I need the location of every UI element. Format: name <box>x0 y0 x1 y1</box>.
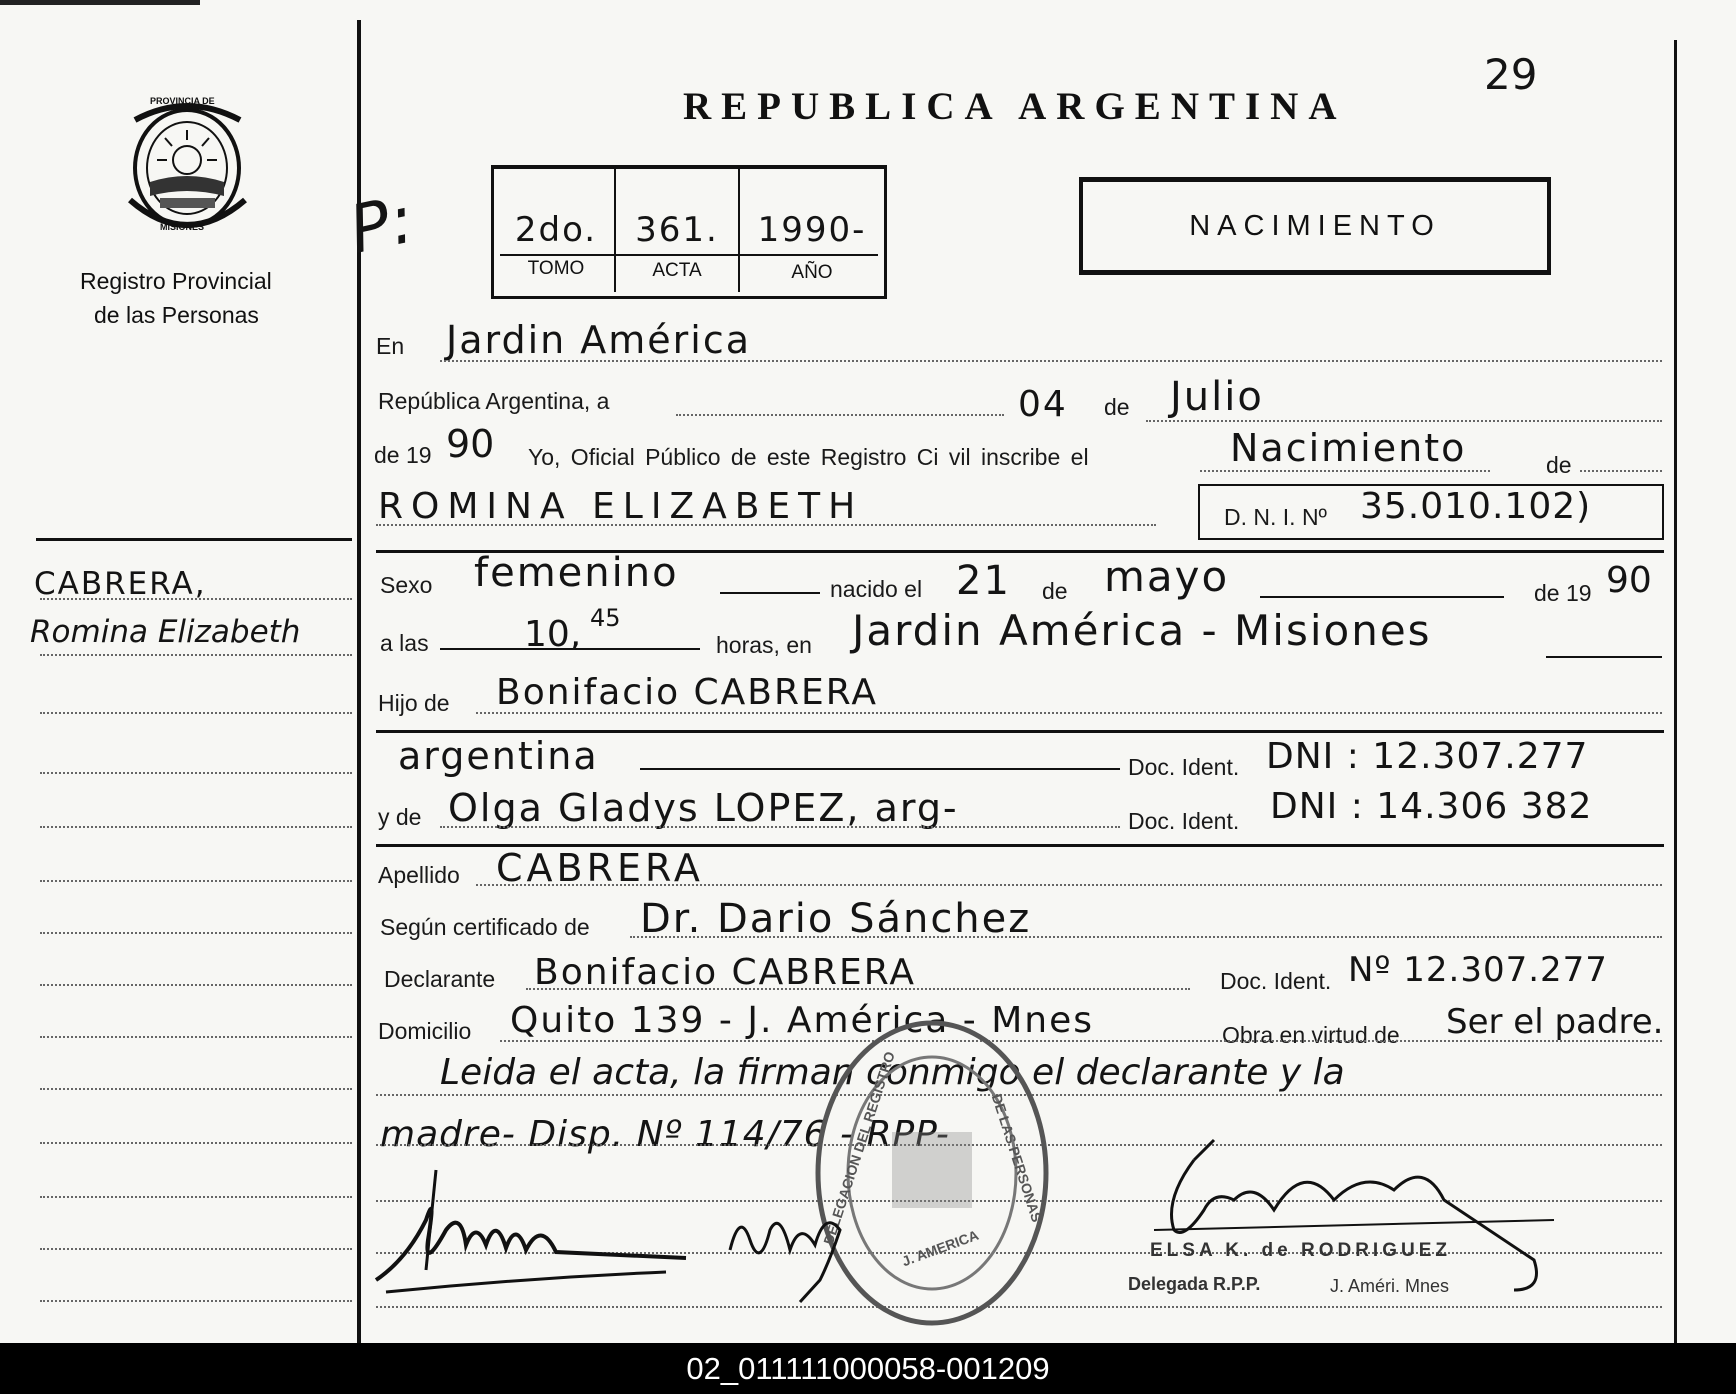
obra-label: Obra en virtud de <box>1222 1022 1400 1048</box>
declarant-signature <box>366 1160 706 1300</box>
note-line-2: madre- Disp. Nº 114/76 - RPP- <box>380 1114 950 1155</box>
tomo-value: 2do. <box>514 210 598 250</box>
stamp-text-right: DE LAS PERSONAS <box>988 1091 1046 1225</box>
emblem-top-text: PROVINCIA DE <box>150 96 215 106</box>
margin-line <box>40 772 352 774</box>
declarante-label: Declarante <box>384 966 496 992</box>
margin-given-names: Romina Elizabeth <box>30 614 301 650</box>
nationality-underline <box>640 768 1120 770</box>
margin-line <box>40 1196 352 1198</box>
en-label: En <box>376 333 405 359</box>
margin-surname: CABRERA, <box>34 566 207 602</box>
mother-name: Olga Gladys LOPEZ, arg- <box>448 786 959 830</box>
mother-line <box>440 826 1120 828</box>
official-signature <box>1134 1120 1564 1300</box>
official-statement: Yo, Oficial Público de este Registro Ci vil inscribe el <box>528 444 1089 470</box>
official-name: ELSA K. de RODRIGUEZ <box>1150 1240 1451 1261</box>
date-line <box>676 414 1004 416</box>
margin-line <box>40 1300 352 1302</box>
event-value: Nacimiento <box>1230 426 1467 470</box>
official-initials: P: <box>342 180 423 269</box>
day-value: 04 <box>1018 384 1068 425</box>
year-suffix-value: 90 <box>446 422 495 466</box>
apellido-label: Apellido <box>378 862 460 888</box>
registry-name-line2: de las Personas <box>94 302 259 328</box>
official-title: Delegada R.P.P. <box>1128 1274 1261 1294</box>
top-edge-mark <box>0 0 200 5</box>
birth-month-underline <box>1260 596 1504 598</box>
child-name: ROMINA ELIZABETH <box>378 486 864 527</box>
event-line-tail <box>1580 470 1662 472</box>
doc-ident-label-3: Doc. Ident. <box>1220 968 1332 994</box>
margin-line <box>40 712 352 714</box>
birth-place-value: Jardin América - Misiones <box>852 606 1432 655</box>
acta-label: ACTA <box>652 260 702 281</box>
margin-line <box>40 1248 352 1250</box>
certificado-value: Dr. Dario Sánchez <box>640 896 1032 942</box>
hijo-label: Hijo de <box>378 690 450 716</box>
declarante-value: Bonifacio CABRERA <box>534 952 916 993</box>
father-section-rule <box>376 730 1664 733</box>
tomo-label: TOMO <box>527 258 585 279</box>
margin-line <box>40 598 352 600</box>
stamp-text-left: DELEGACION DEL REGISTRO <box>820 1049 898 1247</box>
country-title: REPUBLICA ARGENTINA <box>683 85 1347 128</box>
de-label-2: de <box>1546 452 1572 478</box>
ano-label: AÑO <box>791 262 833 283</box>
birth-place-underline <box>1546 656 1662 658</box>
note-line-1: Leida el acta, la firman conmigo el declarante y la <box>440 1052 1345 1093</box>
margin-line <box>40 654 352 656</box>
mother-doc: DNI : 14.306 382 <box>1270 786 1593 827</box>
dni-value: 35.010.102) <box>1360 486 1592 527</box>
stamp-text-bottom: J. AMERICA <box>899 1226 981 1270</box>
margin-line <box>40 1088 352 1090</box>
certificado-line <box>630 936 1662 938</box>
father-doc: DNI : 12.307.277 <box>1266 736 1589 777</box>
apellido-value: CABRERA <box>496 846 704 890</box>
birth-year-suffix: 90 <box>1606 560 1652 601</box>
record-type-label: NACIMIENTO <box>1189 210 1441 242</box>
margin-line <box>40 932 352 934</box>
margin-line <box>40 984 352 986</box>
month-line <box>1146 420 1662 422</box>
right-border <box>1674 40 1677 1343</box>
minutes-value: 45 <box>590 604 621 632</box>
declarante-line <box>526 988 1190 990</box>
margin-line <box>40 1036 352 1038</box>
yde-label: y de <box>378 804 422 830</box>
margin-line <box>40 1142 352 1144</box>
margin-header-rule <box>36 538 352 541</box>
doc-ident-label-2: Doc. Ident. <box>1128 808 1240 834</box>
year-prefix-label: de 19 <box>374 442 432 468</box>
certificado-label: Según certificado de <box>380 914 590 940</box>
domicilio-value: Quito 139 - J. América - Mnes <box>510 1000 1094 1041</box>
box-divider <box>738 168 740 292</box>
alas-label: a las <box>380 630 429 656</box>
child-name-line <box>376 524 1156 526</box>
place-value: Jardin América <box>446 318 752 362</box>
birth-month-value: mayo <box>1104 552 1230 601</box>
sexo-underline <box>720 592 820 594</box>
margin-line <box>40 880 352 882</box>
sexo-value: femenino <box>474 550 679 596</box>
emblem-bottom-text: MISIONES <box>160 222 205 232</box>
father-nationality: argentina <box>398 734 599 778</box>
de-19-label: de 19 <box>1534 580 1592 606</box>
box-underline <box>500 254 878 256</box>
de-label-3: de <box>1042 578 1068 604</box>
obra-value: Ser el padre. <box>1446 1002 1664 1042</box>
birth-day-value: 21 <box>956 558 1011 604</box>
month-value: Julio <box>1170 374 1264 420</box>
apellido-line <box>476 884 1662 886</box>
doc-ident-label: Doc. Ident. <box>1128 754 1240 780</box>
father-name: Bonifacio CABRERA <box>496 672 878 713</box>
republica-label: República Argentina, a <box>378 388 610 414</box>
event-line <box>1200 470 1490 472</box>
mother-signature <box>720 1190 880 1310</box>
place-line <box>440 360 1662 362</box>
ano-value: 1990- <box>757 210 867 250</box>
declarante-doc: Nº 12.307.277 <box>1348 950 1608 990</box>
margin-line <box>40 826 352 828</box>
domicilio-line <box>500 1040 1662 1042</box>
acta-value: 361. <box>635 210 719 250</box>
registry-name-line1: Registro Provincial <box>80 268 272 294</box>
page-number: 29 <box>1484 50 1538 99</box>
de-label: de <box>1104 394 1130 420</box>
domicilio-label: Domicilio <box>378 1018 472 1044</box>
dni-label: D. N. I. Nº <box>1224 504 1327 530</box>
footer-caption: 02_011111000058-001209 <box>0 1343 1736 1394</box>
misiones-emblem-icon <box>120 100 255 240</box>
father-line <box>476 712 1662 714</box>
hour-value: 10, <box>524 614 582 655</box>
horas-label: horas, en <box>716 632 812 658</box>
nacido-label: nacido el <box>830 576 923 602</box>
box-divider <box>614 168 616 292</box>
sexo-label: Sexo <box>380 572 433 598</box>
official-location: J. Améri. Mnes <box>1330 1276 1450 1296</box>
